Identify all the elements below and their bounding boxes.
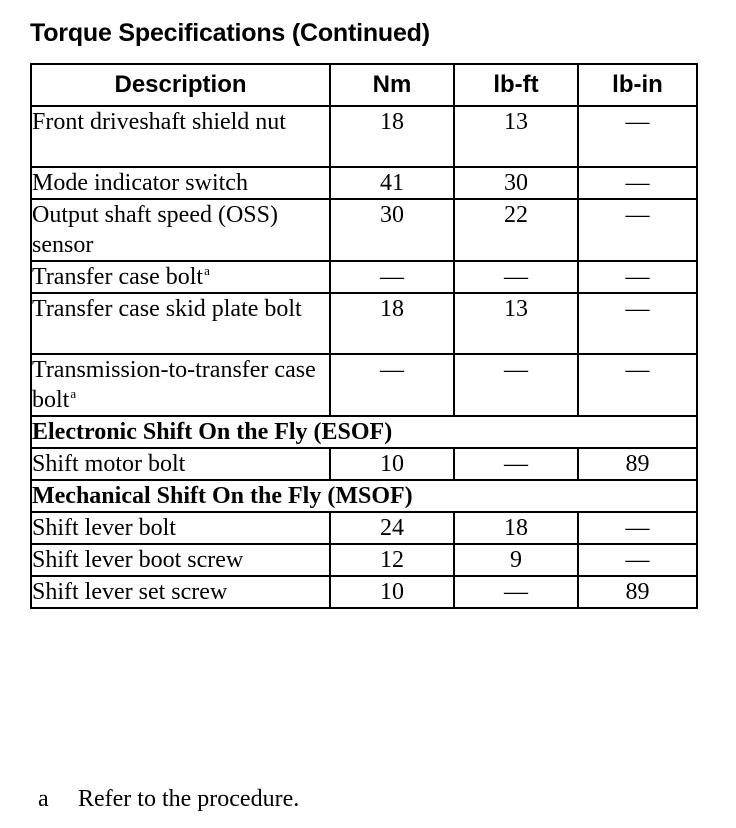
- row-nm: —: [330, 354, 454, 416]
- row-lb-ft: —: [454, 261, 578, 293]
- table-row: [31, 199, 697, 261]
- row-nm: 10: [330, 448, 454, 480]
- row-nm: 41: [330, 167, 454, 199]
- column-header-lb-ft: lb-ft: [454, 64, 578, 106]
- table-row: [31, 261, 697, 293]
- row-description: Shift motor bolt: [31, 448, 330, 480]
- footnote: [38, 784, 299, 814]
- row-description: Shift lever set screw: [31, 576, 330, 608]
- table-row: [31, 576, 697, 608]
- table-row: [31, 512, 697, 544]
- table-row: [31, 106, 697, 167]
- table-row: [31, 293, 697, 354]
- row-description: Shift lever bolt: [31, 512, 330, 544]
- row-nm: 10: [330, 576, 454, 608]
- section-header-row: [31, 480, 697, 512]
- row-nm: 12: [330, 544, 454, 576]
- row-nm: 18: [330, 293, 454, 354]
- row-lb-ft: —: [454, 354, 578, 416]
- row-lb-ft: 9: [454, 544, 578, 576]
- row-description: Output shaft speed (OSS) sensor: [31, 199, 330, 261]
- row-lb-ft: 22: [454, 199, 578, 261]
- table-row: [31, 354, 697, 416]
- row-description-cell: [31, 354, 330, 416]
- section-title-esof: Electronic Shift On the Fly (ESOF): [31, 416, 697, 448]
- row-nm: —: [330, 261, 454, 293]
- section-title-msof: Mechanical Shift On the Fly (MSOF): [31, 480, 697, 512]
- row-lb-in: —: [578, 293, 697, 354]
- section-header-row: [31, 416, 697, 448]
- table-row: [31, 448, 697, 480]
- row-lb-in: —: [578, 199, 697, 261]
- row-description: Shift lever boot screw: [31, 544, 330, 576]
- row-lb-in: —: [578, 261, 697, 293]
- row-lb-in: —: [578, 512, 697, 544]
- row-lb-in: —: [578, 167, 697, 199]
- row-description: Front driveshaft shield nut: [31, 106, 330, 167]
- row-lb-ft: 13: [454, 106, 578, 167]
- footnote-mark: a: [38, 786, 49, 812]
- row-lb-ft: —: [454, 576, 578, 608]
- table-header-row: [31, 64, 697, 106]
- row-description-cell: [31, 261, 330, 293]
- row-nm: 30: [330, 199, 454, 261]
- row-lb-in: —: [578, 544, 697, 576]
- page-title: Torque Specifications (Continued): [30, 19, 430, 47]
- column-header-nm: Nm: [330, 64, 454, 106]
- row-lb-in: 89: [578, 576, 697, 608]
- row-description: Transmission-to-transfer case bolt: [32, 357, 316, 413]
- table-row: [31, 544, 697, 576]
- row-description: Transfer case bolt: [32, 264, 204, 290]
- row-lb-ft: 13: [454, 293, 578, 354]
- row-nm: 24: [330, 512, 454, 544]
- footnote-text: Refer to the procedure.: [78, 786, 300, 812]
- footnote-reference: a: [204, 263, 210, 278]
- column-header-lb-in: lb-in: [578, 64, 697, 106]
- row-lb-in: —: [578, 106, 697, 167]
- row-lb-ft: 30: [454, 167, 578, 199]
- footnote-reference: a: [70, 386, 77, 401]
- torque-specifications-table: [30, 63, 698, 609]
- row-lb-ft: —: [454, 448, 578, 480]
- table-row: [31, 167, 697, 199]
- row-lb-in: —: [578, 354, 697, 416]
- row-description: Mode indicator switch: [31, 167, 330, 199]
- row-nm: 18: [330, 106, 454, 167]
- row-description: Transfer case skid plate bolt: [31, 293, 330, 354]
- column-header-description: Description: [31, 64, 330, 106]
- row-lb-ft: 18: [454, 512, 578, 544]
- row-lb-in: 89: [578, 448, 697, 480]
